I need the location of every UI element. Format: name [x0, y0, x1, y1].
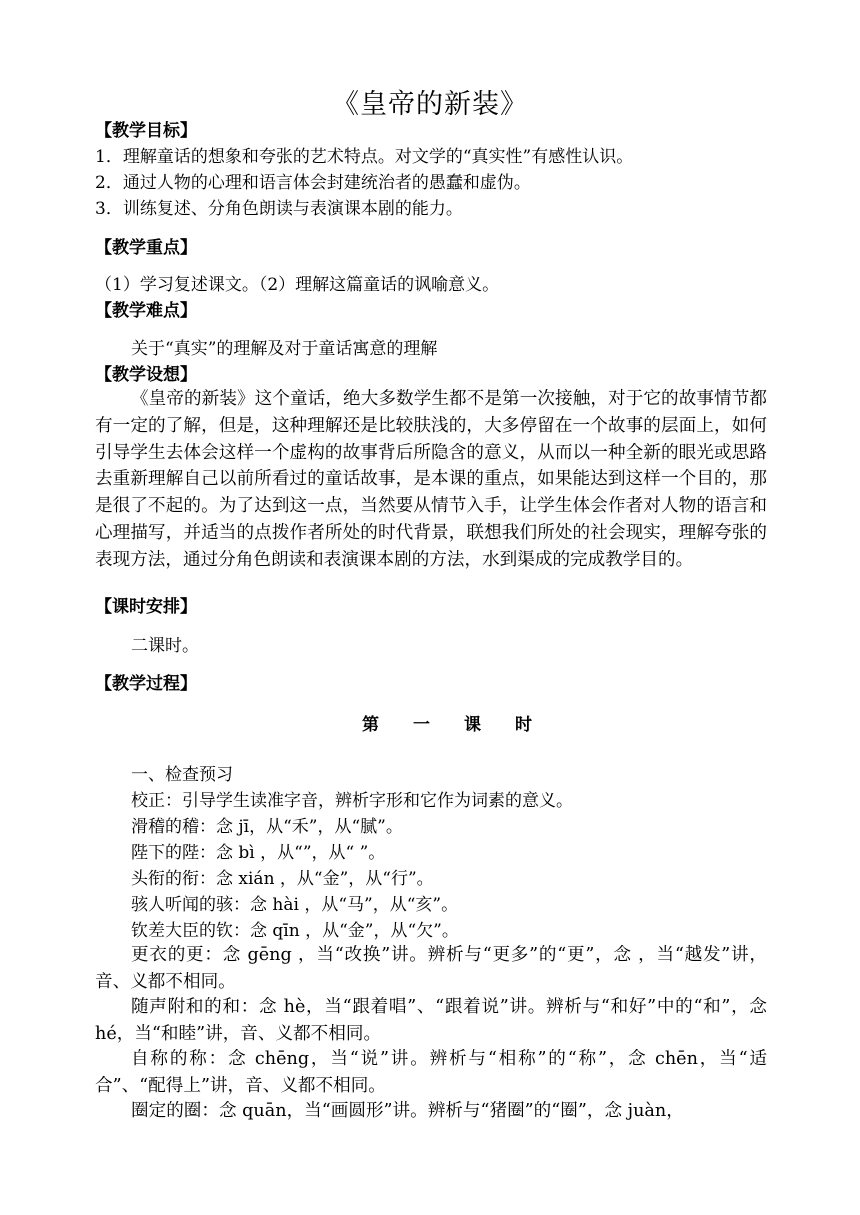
design-heading: 【教学设想】: [95, 365, 197, 385]
preview-paragraph-3: 自称的称：念 chēng，当“说”讲。辨析与“相称”的“称”，念 chēn，当“适合”、“配得上”讲，音、义都不相同。: [95, 1049, 767, 1096]
section-preview-heading: 一、检查预习: [131, 765, 233, 785]
key-points-heading: 【教学重点】: [95, 238, 197, 258]
preview-line-5: 骇人听闻的骇：念 hài ，从“马”，从“亥”。: [131, 895, 459, 915]
preview-line-6: 钦差大臣的钦：念 qīn ，从“金”，从“欠”。: [131, 921, 459, 941]
schedule-heading: 【课时安排】: [95, 597, 197, 617]
preview-paragraph-4: 圈定的圈：念 quān，当“画圆形”讲。辨析与“猪圈”的“圈”，念 juàn，: [131, 1101, 684, 1121]
objectives-heading: 【教学目标】: [95, 121, 197, 141]
lesson-title: 第一课时: [362, 715, 566, 735]
difficulties-heading: 【教学难点】: [95, 301, 197, 321]
key-points-text: （1）学习复述课文。（2）理解这篇童话的讽喻意义。: [95, 275, 500, 295]
objective-item-3: 3．训练复述、分角色朗读与表演课本剧的能力。: [95, 199, 463, 219]
preview-paragraph-1: 更衣的更：念 gēng ，当“改换”讲。辨析与“更多”的“更”，念 ，当“越发”讲，音、义都不相同。: [95, 945, 767, 992]
preview-line-2: 滑稽的稽：念 jī，从“禾”，从“腻”。: [131, 817, 403, 837]
design-paragraph: 《皇帝的新装》这个童话，绝大多数学生都不是第一次接触，对于它的故事情节都有一定的了解，但是，这种理解还是比较肤浅的，大多停留在一个故事的层面上，如何引导学生去体会这样一个虚构的故事背后所隐含的意义，从而以一种全新的眼光或思路去重新理解自己以前所看过的童话故事，是本课的重点，如果能达到这样一个目的，那是很了不起的。为了达到这一点，当然要从情节入手，让学生体会作者对人物的语言和心理描写，并适当的点拨作者所处的时代背景，联想我们所处的社会现实，理解夸张的表现方法，通过分角色朗读和表演课本剧的方法，水到渠成的完成教学目的。: [95, 389, 767, 570]
process-heading: 【教学过程】: [95, 674, 197, 694]
preview-line-1: 校正：引导学生读准字音，辨析字形和它作为词素的意义。: [131, 791, 573, 811]
objective-item-1: 1．理解童话的想象和夸张的艺术特点。对文学的“真实性”有感性认识。: [95, 147, 634, 167]
preview-line-4: 头衔的衔：念 xián ，从“金”，从“行”。: [131, 869, 434, 889]
difficulties-text: 关于“真实”的理解及对于童话寓意的理解: [131, 339, 438, 359]
preview-line-3: 陛下的陛：念 bì ，从“”，从“ ”。: [131, 843, 386, 863]
objective-item-2: 2．通过人物的心理和语言体会封建统治者的愚蠢和虚伪。: [95, 173, 531, 193]
document-title: 《皇帝的新装》: [332, 89, 528, 120]
preview-paragraph-2: 随声附和的和：念 hè，当“跟着唱”、“跟着说”讲。辨析与“和好”中的“和”，念 hé，当“和睦”讲，音、义都不相同。: [95, 997, 767, 1044]
schedule-text: 二课时。: [131, 636, 199, 656]
